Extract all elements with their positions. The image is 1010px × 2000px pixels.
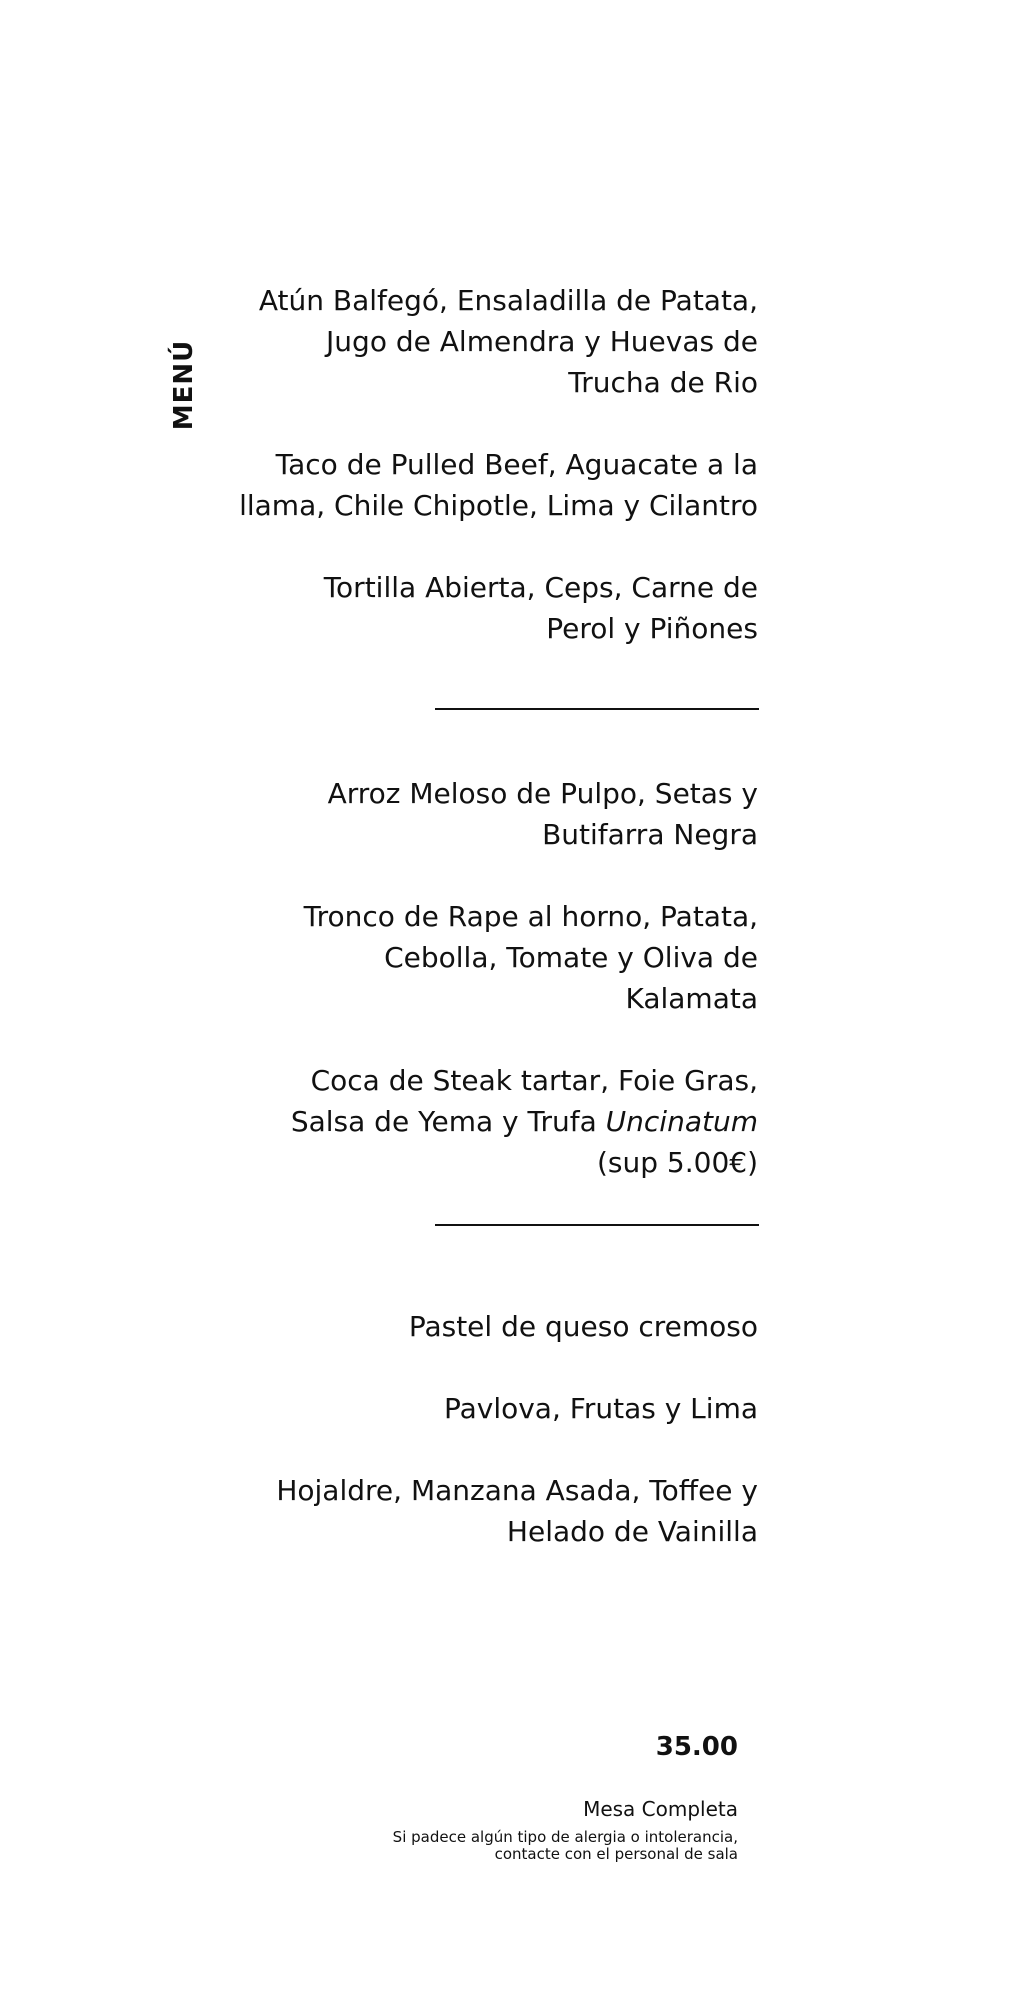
dish-line-italic: Uncinatum (605, 1105, 758, 1138)
allergy-note-line: Si padece algún tipo de alergia o intolerancia, (392, 1828, 738, 1846)
dish-line: Trucha de Rio (568, 366, 758, 399)
dish-starter-1 (259, 280, 758, 403)
dish-starter-3 (324, 567, 758, 649)
dish-line: Pavlova, Frutas y Lima (443, 1392, 758, 1425)
dish-line-text: Salsa de Yema y Trufa (290, 1105, 606, 1138)
dish-line: Coca de Steak tartar, Foie Gras, (310, 1064, 758, 1097)
dish-line: Butifarra Negra (542, 818, 758, 851)
section-divider (435, 1224, 759, 1226)
dish-line: Cebolla, Tomate y Oliva de (384, 941, 758, 974)
dish-starter-2 (239, 444, 758, 526)
dish-line: Pastel de queso cremoso (408, 1310, 758, 1343)
dish-main-3 (291, 1060, 758, 1183)
menu-price: 35.00 (655, 1732, 738, 1762)
dish-line: Tortilla Abierta, Ceps, Carne de (323, 571, 758, 604)
dish-dessert-1 (409, 1306, 758, 1347)
dish-line (291, 1101, 758, 1142)
dish-dessert-3 (276, 1470, 758, 1552)
dish-dessert-2 (444, 1388, 758, 1429)
dish-line: Taco de Pulled Beef, Aguacate a la (275, 448, 758, 481)
dish-line: (sup 5.00€) (596, 1146, 758, 1179)
note-title: Mesa Completa (583, 1797, 738, 1821)
dish-line: Hojaldre, Manzana Asada, Toffee y (276, 1474, 758, 1507)
dish-line: Tronco de Rape al horno, Patata, (303, 900, 758, 933)
dish-line: Jugo de Almendra y Huevas de (326, 325, 758, 358)
dish-line: Helado de Vainilla (506, 1515, 758, 1548)
dish-line: Atún Balfegó, Ensaladilla de Patata, (258, 284, 758, 317)
dish-main-1 (328, 773, 758, 855)
dish-line: Arroz Meloso de Pulpo, Setas y (327, 777, 758, 810)
allergy-note-line: contacte con el personal de sala (494, 1845, 738, 1863)
menu-title: MENÚ (169, 339, 199, 431)
dish-line: llama, Chile Chipotle, Lima y Cilantro (239, 489, 758, 522)
allergy-note (393, 1829, 738, 1863)
dish-line: Kalamata (625, 982, 758, 1015)
section-divider (435, 708, 759, 710)
dish-line: Perol y Piñones (546, 612, 758, 645)
dish-main-2 (304, 896, 758, 1019)
